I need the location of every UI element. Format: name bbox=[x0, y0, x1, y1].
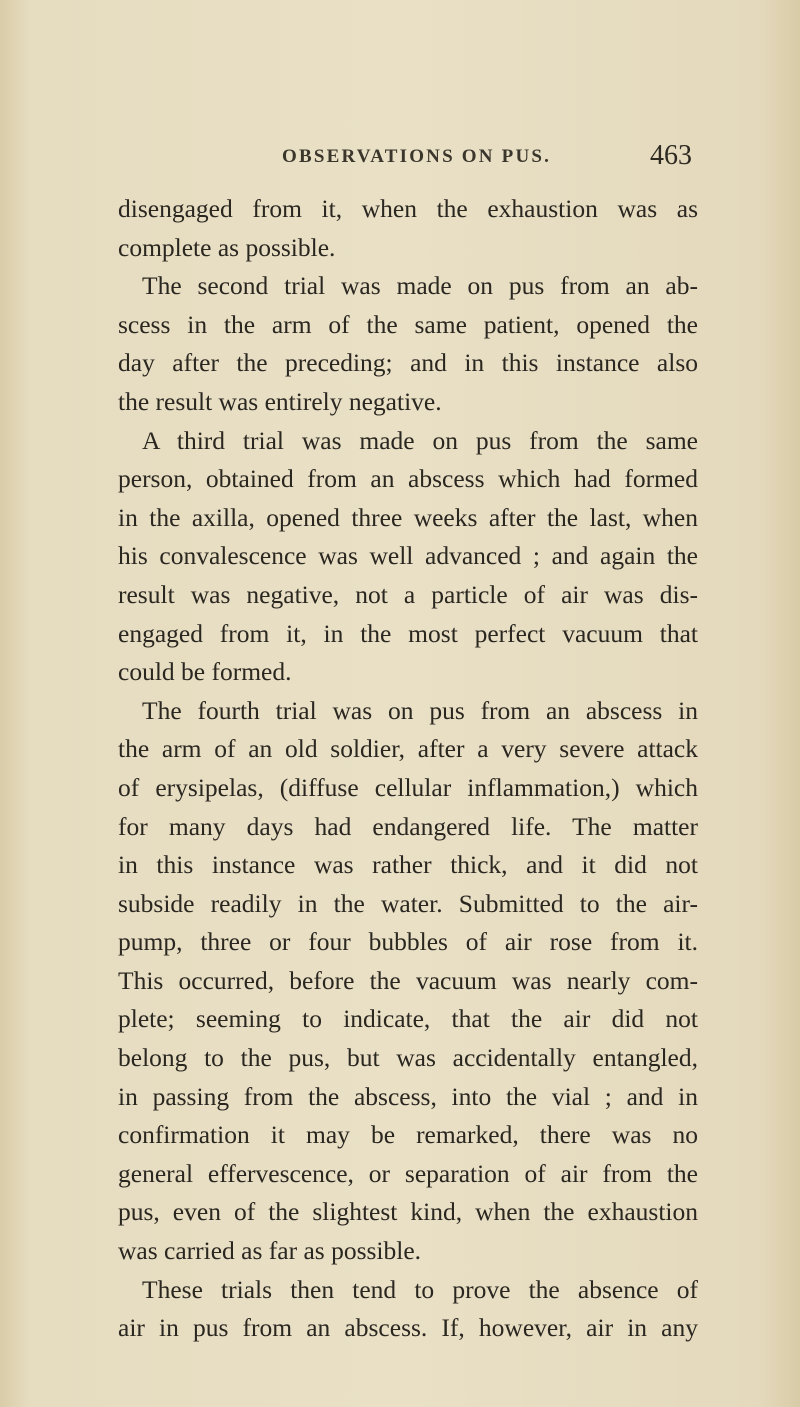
text-line: subside readily in the water. Submitted to the air- bbox=[118, 888, 698, 918]
paragraph-start-line: These trials then tend to prove the absence of bbox=[142, 1274, 698, 1304]
text-line: This occurred, before the vacuum was nearly com- bbox=[118, 965, 698, 995]
paragraph-start-line: The second trial was made on pus from an ab- bbox=[142, 271, 698, 301]
paragraph-start-line: The fourth trial was on pus from an abscess in bbox=[142, 695, 698, 725]
page-number: 463 bbox=[650, 140, 692, 171]
body-text bbox=[118, 190, 698, 1348]
text-line: belong to the pus, but was accidentally entangled, bbox=[118, 1043, 698, 1073]
paragraph-start-line: A third trial was made on pus from the same bbox=[142, 425, 698, 455]
text-line: pump, three or four bubbles of air rose from it. bbox=[118, 927, 698, 957]
text-line: air in pus from an abscess. If, however, air in any bbox=[118, 1313, 698, 1343]
text-line: complete as possible. bbox=[118, 232, 336, 262]
page-header bbox=[0, 140, 800, 170]
text-line: the result was entirely negative. bbox=[118, 386, 442, 416]
text-line: person, obtained from an abscess which had formed bbox=[118, 464, 698, 494]
text-line: of erysipelas, (diffuse cellular inflammation,) which bbox=[118, 772, 698, 802]
text-line: in passing from the abscess, into the vial ; and in bbox=[118, 1081, 698, 1111]
text-line: in the axilla, opened three weeks after the last, when bbox=[118, 502, 698, 532]
text-line: his convalescence was well advanced ; and again the bbox=[118, 541, 698, 571]
text-line: day after the preceding; and in this instance also bbox=[118, 348, 698, 378]
text-line: disengaged from it, when the exhaustion was as bbox=[118, 194, 698, 223]
text-line: was carried as far as possible. bbox=[118, 1236, 422, 1266]
text-line: plete; seeming to indicate, that the air did not bbox=[118, 1004, 698, 1034]
text-line: confirmation it may be remarked, there was no bbox=[118, 1120, 698, 1150]
text-line: scess in the arm of the same patient, opened the bbox=[118, 309, 698, 339]
text-line: the arm of an old soldier, after a very severe attack bbox=[118, 734, 698, 764]
text-line: general effervescence, or separation of air from the bbox=[118, 1158, 698, 1188]
text-line: result was negative, not a particle of air was dis- bbox=[118, 579, 698, 609]
text-line: in this instance was rather thick, and it did not bbox=[118, 850, 698, 880]
running-head: OBSERVATIONS ON PUS. bbox=[282, 146, 552, 167]
text-line: engaged from it, in the most perfect vacuum that bbox=[118, 618, 698, 648]
text-line: for many days had endangered life. The matter bbox=[118, 811, 698, 841]
text-line: pus, even of the slightest kind, when the exhaustion bbox=[118, 1197, 698, 1227]
text-line: could be formed. bbox=[118, 657, 292, 687]
